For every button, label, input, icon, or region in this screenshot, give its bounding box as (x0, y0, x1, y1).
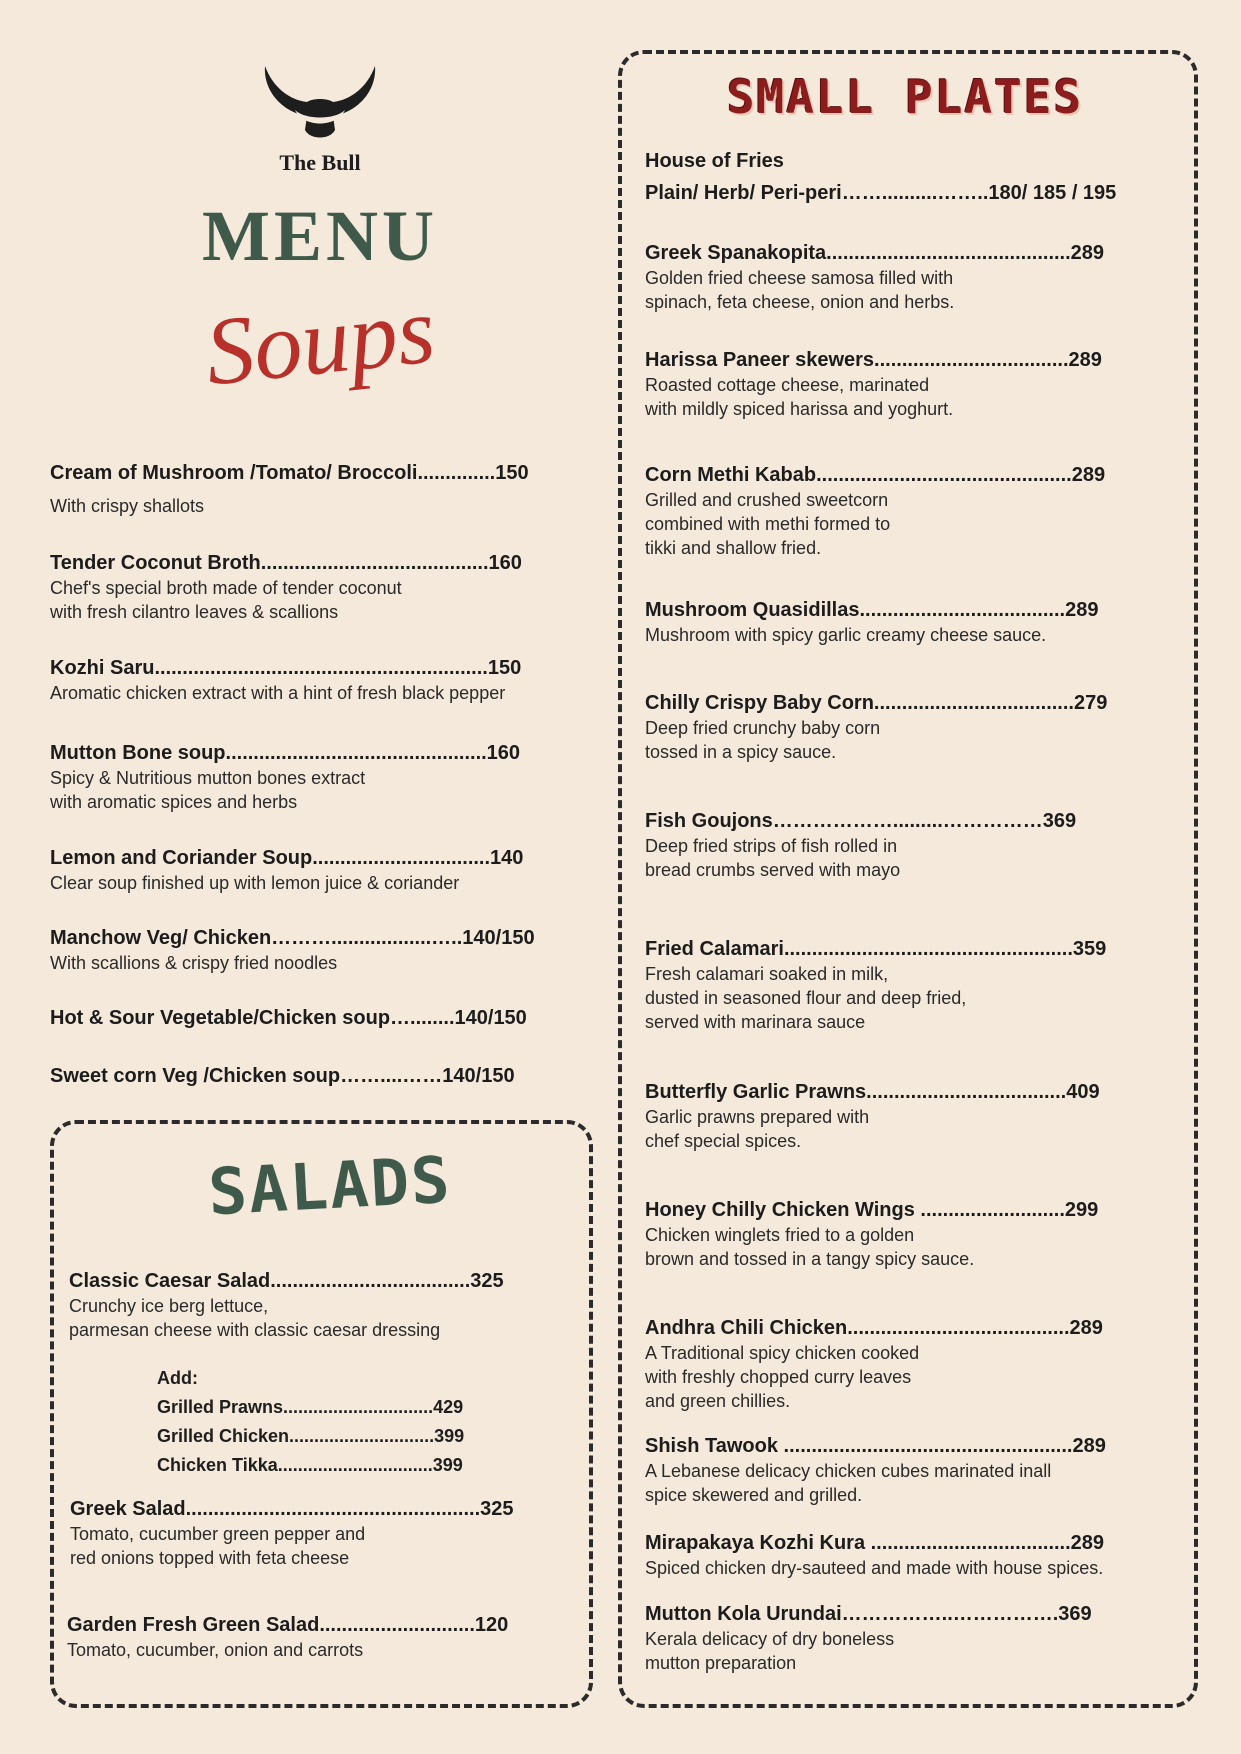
small-plate-item (645, 1315, 1103, 1413)
item-description: chef special spices. (645, 1131, 802, 1151)
page-title: MENU (202, 196, 438, 276)
item-name-price: Corn Methi Kabab..............................................289 (645, 464, 1106, 486)
item-name-price: Honey Chilly Chicken Wings ..........................299 (645, 1199, 1099, 1221)
item-description: Fresh calamari soaked in milk, (645, 964, 889, 984)
small-plate-item (645, 1079, 1100, 1153)
item-description: With scallions & crispy fried noodles (50, 953, 338, 973)
item-name-price: Mutton Bone soup...............................................160 (50, 742, 521, 764)
soup-item (50, 550, 522, 624)
item-name-price: Fish Goujons……………….........……………369 (645, 810, 1077, 832)
item-description: Spicy & Nutritious mutton bones extract (50, 768, 366, 788)
small-plate-item (645, 597, 1098, 647)
bull-logo-icon (255, 58, 385, 148)
item-description: Kerala delicacy of dry boneless (645, 1629, 895, 1649)
item-name-price: Chilly Crispy Baby Corn....................................279 (645, 692, 1108, 714)
item-description: Tomato, cucumber green pepper and (70, 1524, 366, 1544)
small-plate-item (645, 808, 1076, 882)
fries-item (645, 148, 1116, 206)
item-name-price: Fried Calamari....................................................359 (645, 938, 1107, 960)
item-name-price: Shish Tawook ....................................................289 (645, 1435, 1106, 1457)
addon-option: Grilled Prawns..............................429 (157, 1397, 464, 1417)
fries-price-line: Plain/ Herb/ Peri-peri……..........……..180/ 185 / 195 (645, 182, 1117, 204)
item-description: Grilled and crushed sweetcorn (645, 490, 889, 510)
item-description: A Lebanese delicacy chicken cubes marinated inall (645, 1461, 1052, 1481)
small-plate-item (645, 1433, 1106, 1507)
small-plate-item (645, 1601, 1092, 1675)
item-name-price: Mutton Kola Urundai……………..…………….369 (645, 1603, 1092, 1625)
item-description: spice skewered and grilled. (645, 1485, 863, 1505)
item-description: tikki and shallow fried. (645, 538, 822, 558)
salad-item (67, 1612, 508, 1662)
addon-option: Chicken Tikka...............................399 (157, 1455, 463, 1475)
item-name-price: Harissa Paneer skewers...................................289 (645, 349, 1102, 371)
item-description: with aromatic spices and herbs (50, 792, 298, 812)
item-description: Mushroom with spicy garlic creamy cheese sauce. (645, 625, 1047, 645)
item-description: Aromatic chicken extract with a hint of fresh black pepper (50, 683, 506, 703)
item-description: Chef's special broth made of tender coconut (50, 578, 402, 598)
addon-option: Grilled Chicken.............................399 (157, 1426, 465, 1446)
addons-label: Add: (157, 1368, 198, 1388)
item-description: red onions topped with feta cheese (70, 1548, 350, 1568)
item-description: Deep fried crunchy baby corn (645, 718, 881, 738)
item-name-price: Mirapakaya Kozhi Kura ....................................289 (645, 1532, 1105, 1554)
soup-item (50, 740, 520, 814)
item-description: parmesan cheese with classic caesar dressing (69, 1320, 441, 1340)
brand-name: The Bull (279, 150, 361, 175)
item-description: bread crumbs served with mayo (645, 860, 901, 880)
small-plate-item (645, 347, 1102, 421)
item-name-price: Garden Fresh Green Salad............................120 (67, 1614, 509, 1636)
small-plate-item (645, 462, 1105, 560)
item-description: A Traditional spicy chicken cooked (645, 1343, 920, 1363)
item-description: Golden fried cheese samosa filled with (645, 268, 954, 288)
item-description: tossed in a spicy sauce. (645, 742, 837, 762)
item-description: Clear soup finished up with lemon juice & coriander (50, 873, 460, 893)
small-plates-heading: SMALL PLATES (726, 70, 1084, 124)
salads-heading: SALADS (206, 1143, 454, 1231)
fries-label: House of Fries (645, 150, 784, 172)
item-name-price: Greek Spanakopita............................................289 (645, 242, 1105, 264)
item-description: Crunchy ice berg lettuce, (69, 1296, 269, 1316)
item-description: and green chillies. (645, 1391, 791, 1411)
small-plate-item (645, 240, 1104, 314)
item-name-price: Classic Caesar Salad....................................325 (69, 1270, 504, 1292)
item-description: Roasted cottage cheese, marinated (645, 375, 930, 395)
small-plate-item (645, 1530, 1104, 1580)
item-name-price: Hot & Sour Vegetable/Chicken soup…........140/150 (50, 1007, 527, 1029)
soup-item (50, 845, 523, 895)
soup-item (50, 1005, 527, 1031)
item-name-price: Sweet corn Veg /Chicken soup……....……140/150 (50, 1065, 515, 1087)
item-description: dusted in seasoned flour and deep fried, (645, 988, 967, 1008)
soup-item (50, 1063, 515, 1089)
item-name-price: Butterfly Garlic Prawns....................................409 (645, 1081, 1100, 1103)
item-name-price: Tender Coconut Broth.........................................160 (50, 552, 522, 574)
item-description: with fresh cilantro leaves & scallions (50, 602, 339, 622)
item-name-price: Cream of Mushroom /Tomato/ Broccoli..............150 (50, 462, 529, 484)
soup-item (50, 655, 521, 705)
soup-item (50, 925, 535, 975)
salad-item (70, 1496, 514, 1570)
item-description: with mildly spiced harissa and yoghurt. (645, 399, 954, 419)
item-description: with freshly chopped curry leaves (645, 1367, 912, 1387)
soup-item (50, 460, 529, 518)
item-name-price: Manchow Veg/ Chicken………..................…..140/150 (50, 927, 535, 949)
item-description: Garlic prawns prepared with (645, 1107, 870, 1127)
item-description: Chicken winglets fried to a golden (645, 1225, 915, 1245)
soups-heading: Soups (200, 275, 440, 406)
item-description: Tomato, cucumber, onion and carrots (67, 1640, 364, 1660)
item-name-price: Andhra Chili Chicken........................................289 (645, 1317, 1103, 1339)
item-description: spinach, feta cheese, onion and herbs. (645, 292, 955, 312)
item-description: Deep fried strips of fish rolled in (645, 836, 898, 856)
item-name-price: Lemon and Coriander Soup................................140 (50, 847, 524, 869)
item-description: brown and tossed in a tangy spicy sauce. (645, 1249, 975, 1269)
small-plate-item (645, 1197, 1098, 1271)
item-description: mutton preparation (645, 1653, 797, 1673)
item-name-price: Kozhi Saru............................................................150 (50, 657, 522, 679)
small-plate-item (645, 690, 1107, 764)
item-description: Spiced chicken dry-sauteed and made with house spices. (645, 1558, 1104, 1578)
item-name-price: Greek Salad.....................................................325 (70, 1498, 514, 1520)
item-description: combined with methi formed to (645, 514, 891, 534)
item-description: served with marinara sauce (645, 1012, 866, 1032)
salad-addons (157, 1364, 464, 1480)
small-plate-item (645, 936, 1106, 1034)
salad-item (69, 1268, 504, 1342)
item-name-price: Mushroom Quasidillas.....................................289 (645, 599, 1099, 621)
item-description: With crispy shallots (50, 496, 205, 516)
